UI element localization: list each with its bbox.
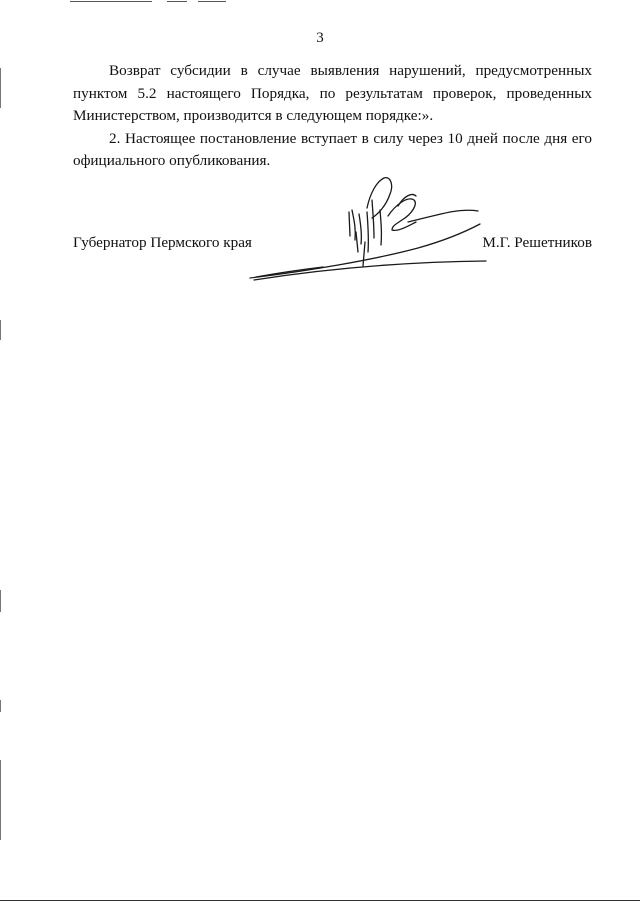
page-number: 3: [316, 30, 324, 46]
paragraph-entry-into-force: 2. Настоящее постановление вступает в силу через 10 дней после дня его официального опубликования.: [73, 129, 592, 169]
paragraph-refund-procedure: Возврат субсидии в случае выявления нарушений, предусмотренных пунктом 5.2 настоящего Порядка, по результатам проверок, проведенных Министерством, производится в следующем порядке:».: [73, 62, 592, 124]
scan-edge-top: [0, 0, 640, 4]
handwritten-signature-icon: [248, 170, 488, 285]
signatory-position: Губернатор Пермского края: [73, 234, 252, 251]
signatory-name: М.Г. Решетников: [482, 234, 592, 251]
scan-edge-left: [0, 0, 3, 905]
document-body: [73, 60, 592, 173]
scan-edge-bottom: [0, 900, 640, 901]
